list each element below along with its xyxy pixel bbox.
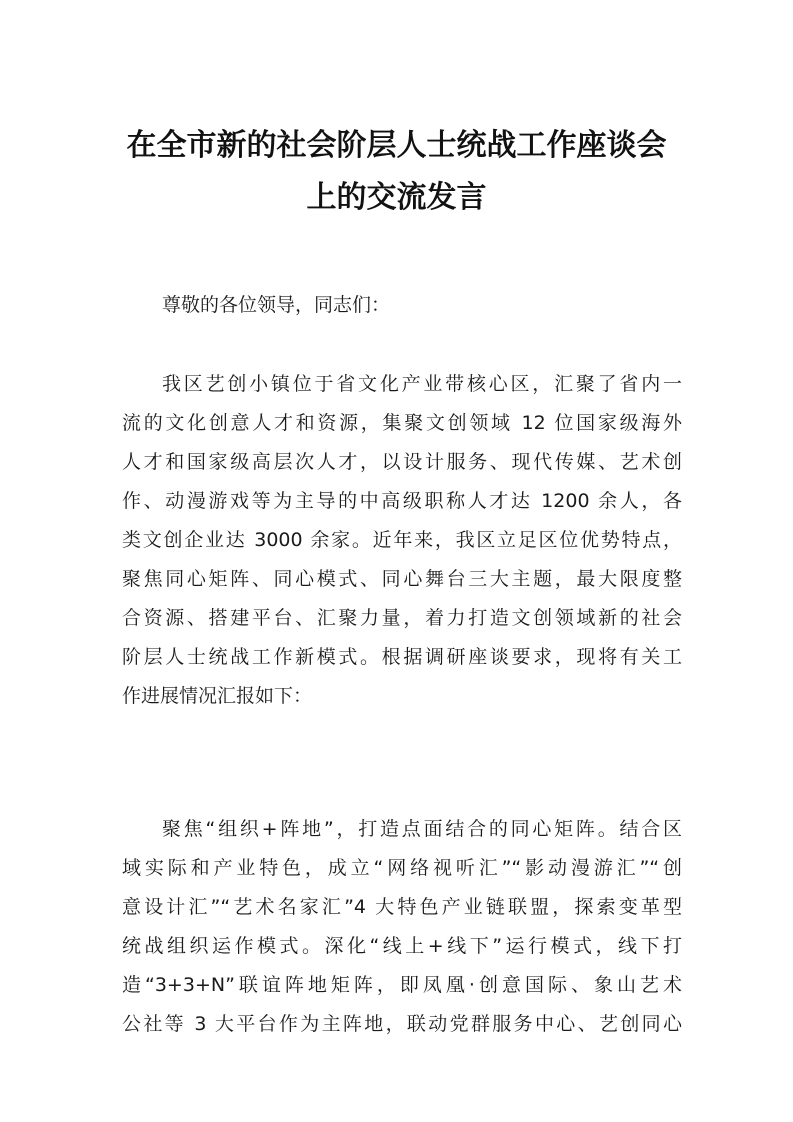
document-title-line-2: 上的交流发言 — [306, 180, 487, 215]
paragraph-2-line: 聚焦“组织+阵地”，打造点面结合的同心矩阵。结合区 — [162, 818, 682, 840]
document-title-line-1: 在全市新的社会阶层人士统战工作座谈会 — [126, 128, 667, 163]
paragraph-1-line: 阶层人士统战工作新模式。根据调研座谈要求，现将有关工 — [122, 646, 682, 668]
paragraph-1-line: 流的文化创意人才和资源，集聚文创领域 12 位国家级海外 — [122, 412, 682, 434]
paragraph-2-line: 意设计汇”“艺术名家汇”4 大特色产业链联盟，探索变革型 — [122, 896, 682, 918]
paragraph-1-line: 聚焦同心矩阵、同心模式、同心舞台三大主题，最大限度整 — [122, 568, 682, 590]
salutation — [122, 286, 722, 325]
salutation-text: 尊敬的各位领导，同志们： — [162, 294, 391, 316]
paragraph-1-line: 作、动漫游戏等为主导的中高级职称人才达 1200 余人，各 — [122, 490, 682, 512]
paragraph-1-line: 我区艺创小镇位于省文化产业带核心区，汇聚了省内一 — [162, 373, 682, 395]
paragraph-2-line: 域实际和产业特色，成立“网络视听汇”“影动漫游汇”“创 — [122, 857, 682, 879]
paragraph-1-line: 类文创企业达 3000 余家。近年来，我区立足区位优势特点， — [122, 529, 682, 551]
paragraph-2 — [122, 810, 682, 1044]
paragraph-1 — [122, 365, 682, 716]
paragraph-1-line: 人才和国家级高层次人才，以设计服务、现代传媒、艺术创 — [122, 451, 682, 473]
paragraph-2-line: 公社等 3 大平台作为主阵地，联动党群服务中心、艺创同心 — [122, 1013, 682, 1035]
paragraph-1-line: 合资源、搭建平台、汇聚力量，着力打造文创领域新的社会 — [122, 607, 682, 629]
paragraph-1-line: 作进展情况汇报如下： — [122, 685, 313, 707]
paragraph-2-line: 统战组织运作模式。深化“线上+线下”运行模式，线下打 — [122, 935, 682, 957]
paragraph-2-line: 造“3+3+N”联谊阵地矩阵，即凤凰·创意国际、象山艺术 — [122, 974, 682, 996]
